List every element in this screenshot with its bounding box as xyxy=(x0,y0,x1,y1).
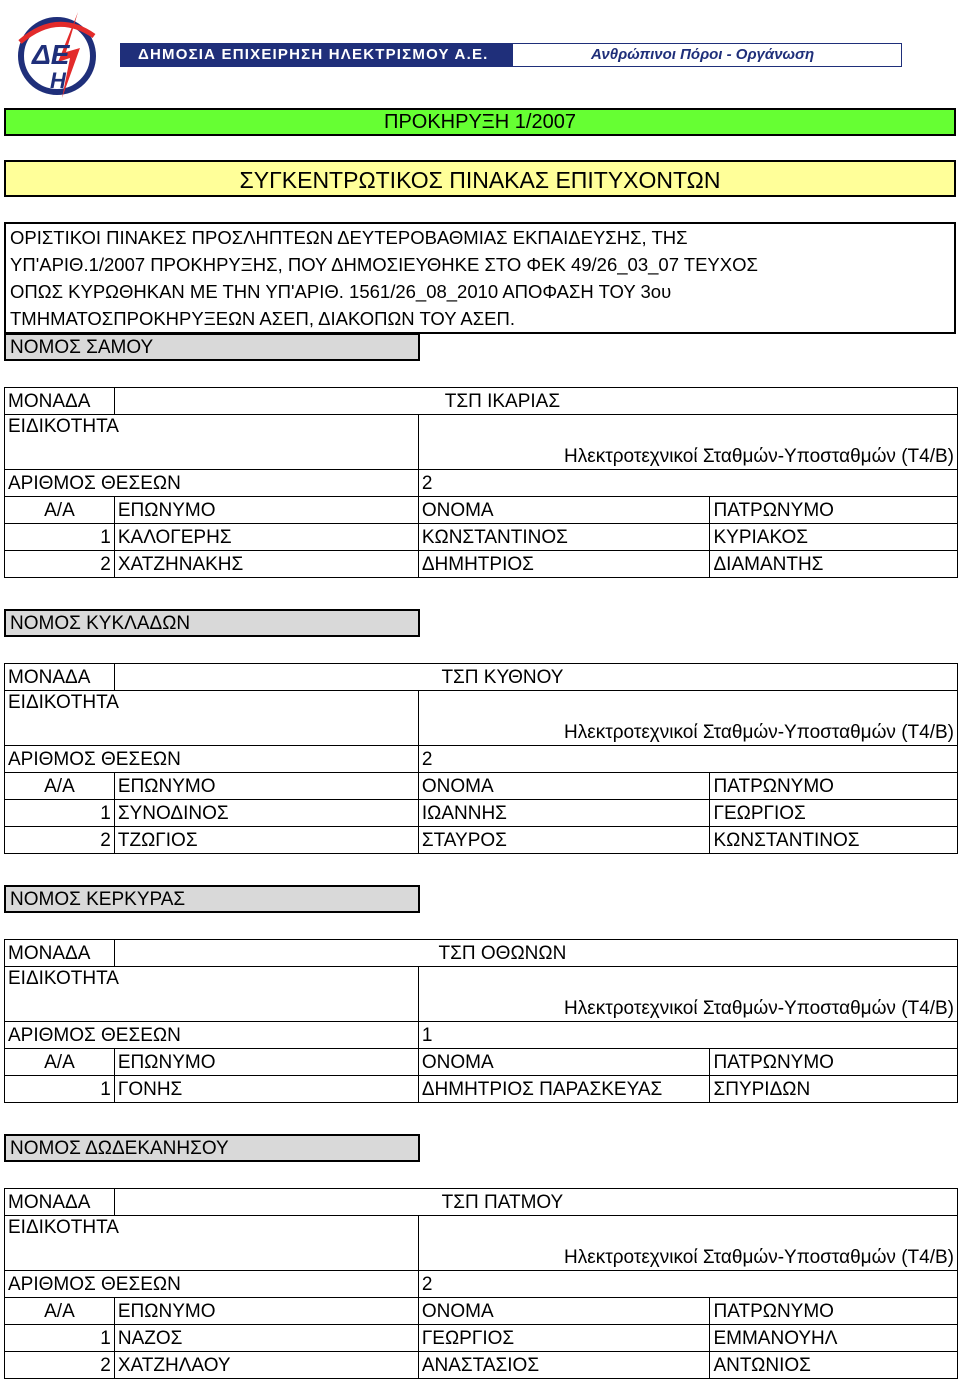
father-header: ΠΑΤΡΩΝΥΜΟ xyxy=(710,497,958,524)
surname-cell: ΝΑΖΟΣ xyxy=(114,1325,418,1352)
positions-value: 2 xyxy=(418,470,957,497)
column-header-row xyxy=(5,773,958,800)
aa-cell: 1 xyxy=(5,1076,115,1103)
table-row xyxy=(5,1076,958,1103)
intro-line: ΥΠ'ΑΡΙΘ.1/2007 ΠΡΟΚΗΡΥΞΗΣ, ΠΟΥ ΔΗΜΟΣΙΕΥΘΗΚΕ ΣΤΟ ΦΕΚ 49/26_03_07 ΤΕΥΧΟΣ xyxy=(10,254,758,275)
specialty-row xyxy=(5,415,958,470)
specialty-value: Ηλεκτροτεχνικοί Σταθμών-Υποσταθμών (Τ4/Β) xyxy=(418,691,957,746)
positions-row xyxy=(5,1271,958,1298)
unit-row xyxy=(5,940,958,967)
name-cell: ΣΤΑΥΡΟΣ xyxy=(418,827,710,854)
specialty-value: Ηλεκτροτεχνικοί Σταθμών-Υποσταθμών (Τ4/Β) xyxy=(418,415,957,470)
table-row xyxy=(5,524,958,551)
unit-row xyxy=(5,388,958,415)
prefecture-label: ΝΟΜΟΣ ΚΥΚΛΑΔΩΝ xyxy=(4,609,420,637)
unit-label: ΜΟΝΑΔΑ xyxy=(5,388,115,415)
positions-label: ΑΡΙΘΜΟΣ ΘΕΣΕΩΝ xyxy=(5,1271,419,1298)
surname-cell: ΚΑΛΟΓΕΡΗΣ xyxy=(114,524,418,551)
surname-cell: ΓΟΝΗΣ xyxy=(114,1076,418,1103)
table-row xyxy=(5,1352,958,1379)
results-table xyxy=(4,939,958,1103)
positions-label: ΑΡΙΘΜΟΣ ΘΕΣΕΩΝ xyxy=(5,1022,419,1049)
department-banner: Ανθρώπινοι Πόροι - Οργάνωση xyxy=(512,43,902,67)
specialty-row xyxy=(5,967,958,1022)
father-cell: ΚΥΡΙΑΚΟΣ xyxy=(710,524,958,551)
table-row xyxy=(5,827,958,854)
surname-header: ΕΠΩΝΥΜΟ xyxy=(114,1049,418,1076)
surname-cell: ΤΖΩΓΙΟΣ xyxy=(114,827,418,854)
name-cell: ΚΩΝΣΤΑΝΤΙΝΟΣ xyxy=(418,524,710,551)
column-header-row xyxy=(5,497,958,524)
positions-label: ΑΡΙΘΜΟΣ ΘΕΣΕΩΝ xyxy=(5,746,419,773)
intro-text xyxy=(4,222,956,334)
aa-header: Α/Α xyxy=(5,1298,115,1325)
table-row xyxy=(5,1325,958,1352)
document-title: ΣΥΓΚΕΝΤΡΩΤΙΚΟΣ ΠΙΝΑΚΑΣ ΕΠΙΤΥΧΟΝΤΩΝ xyxy=(4,160,956,197)
company-banner: ΔΗΜΟΣΙΑ ΕΠΙΧΕΙΡΗΣΗ ΗΛΕΚΤΡΙΣΜΟΥ Α.Ε. xyxy=(120,43,512,67)
specialty-row xyxy=(5,1216,958,1271)
prefecture-label: ΝΟΜΟΣ ΚΕΡΚΥΡΑΣ xyxy=(4,885,420,913)
father-cell: ΕΜΜΑΝΟΥΗΛ xyxy=(710,1325,958,1352)
aa-header: Α/Α xyxy=(5,1049,115,1076)
name-cell: ΓΕΩΡΓΙΟΣ xyxy=(418,1325,710,1352)
results-table xyxy=(4,1188,958,1379)
name-header: ΟΝΟΜΑ xyxy=(418,773,710,800)
name-header: ΟΝΟΜΑ xyxy=(418,1049,710,1076)
aa-header: Α/Α xyxy=(5,497,115,524)
results-table xyxy=(4,663,958,854)
positions-label: ΑΡΙΘΜΟΣ ΘΕΣΕΩΝ xyxy=(5,470,419,497)
positions-row xyxy=(5,470,958,497)
unit-value: ΤΣΠ ΠΑΤΜΟΥ xyxy=(114,1189,957,1216)
unit-row xyxy=(5,664,958,691)
positions-row xyxy=(5,1022,958,1049)
table-row xyxy=(5,800,958,827)
svg-text:ΔΕ: ΔΕ xyxy=(32,39,70,70)
father-cell: ΓΕΩΡΓΙΟΣ xyxy=(710,800,958,827)
unit-label: ΜΟΝΑΔΑ xyxy=(5,940,115,967)
aa-cell: 1 xyxy=(5,800,115,827)
specialty-label: ΕΙΔΙΚΟΤΗΤΑ xyxy=(5,415,419,470)
father-cell: ΣΠΥΡΙΔΩΝ xyxy=(710,1076,958,1103)
name-cell: ΔΗΜΗΤΡΙΟΣ xyxy=(418,551,710,578)
unit-value: ΤΣΠ ΟΘΩΝΩΝ xyxy=(114,940,957,967)
specialty-row xyxy=(5,691,958,746)
aa-cell: 1 xyxy=(5,1325,115,1352)
unit-value: ΤΣΠ ΙΚΑΡΙΑΣ xyxy=(114,388,957,415)
column-header-row xyxy=(5,1298,958,1325)
name-cell: ΙΩΑΝΝΗΣ xyxy=(418,800,710,827)
positions-row xyxy=(5,746,958,773)
name-header: ΟΝΟΜΑ xyxy=(418,1298,710,1325)
father-cell: ΑΝΤΩΝΙΟΣ xyxy=(710,1352,958,1379)
specialty-label: ΕΙΔΙΚΟΤΗΤΑ xyxy=(5,967,419,1022)
aa-header: Α/Α xyxy=(5,773,115,800)
name-cell: ΔΗΜΗΤΡΙΟΣ ΠΑΡΑΣΚΕΥΑΣ xyxy=(418,1076,710,1103)
father-header: ΠΑΤΡΩΝΥΜΟ xyxy=(710,1298,958,1325)
unit-label: ΜΟΝΑΔΑ xyxy=(5,1189,115,1216)
aa-cell: 2 xyxy=(5,551,115,578)
intro-line: ΤΜΗΜΑΤΟΣΠΡΟΚΗΡΥΞΕΩΝ ΑΣΕΠ, ΔΙΑΚΟΠΩΝ ΤΟΥ ΑΣΕΠ. xyxy=(10,308,515,329)
specialty-value: Ηλεκτροτεχνικοί Σταθμών-Υποσταθμών (Τ4/Β) xyxy=(418,967,957,1022)
name-cell: ΑΝΑΣΤΑΣΙΟΣ xyxy=(418,1352,710,1379)
aa-cell: 2 xyxy=(5,1352,115,1379)
father-header: ΠΑΤΡΩΝΥΜΟ xyxy=(710,1049,958,1076)
surname-cell: ΣΥΝΟΔΙΝΟΣ xyxy=(114,800,418,827)
surname-header: ΕΠΩΝΥΜΟ xyxy=(114,497,418,524)
positions-value: 2 xyxy=(418,1271,957,1298)
father-cell: ΚΩΝΣΤΑΝΤΙΝΟΣ xyxy=(710,827,958,854)
specialty-value: Ηλεκτροτεχνικοί Σταθμών-Υποσταθμών (Τ4/Β) xyxy=(418,1216,957,1271)
dei-logo xyxy=(14,6,100,102)
intro-line: ΟΠΩΣ ΚΥΡΩΘΗΚΑΝ ΜΕ ΤΗΝ ΥΠ'ΑΡΙΘ. 1561/26_08_2010 ΑΠΟΦΑΣΗ ΤΟΥ 3ου xyxy=(10,281,672,302)
father-header: ΠΑΤΡΩΝΥΜΟ xyxy=(710,773,958,800)
specialty-label: ΕΙΔΙΚΟΤΗΤΑ xyxy=(5,691,419,746)
prefecture-label: ΝΟΜΟΣ ΔΩΔΕΚΑΝΗΣΟΥ xyxy=(4,1134,420,1162)
name-header: ΟΝΟΜΑ xyxy=(418,497,710,524)
surname-cell: ΧΑΤΖΗΛΑΟΥ xyxy=(114,1352,418,1379)
surname-header: ΕΠΩΝΥΜΟ xyxy=(114,773,418,800)
positions-value: 2 xyxy=(418,746,957,773)
surname-cell: ΧΑΤΖΗΝΑΚΗΣ xyxy=(114,551,418,578)
aa-cell: 1 xyxy=(5,524,115,551)
prefecture-label: ΝΟΜΟΣ ΣΑΜΟΥ xyxy=(4,333,420,361)
intro-line: ΟΡΙΣΤΙΚΟΙ ΠΙΝΑΚΕΣ ΠΡΟΣΛΗΠΤΕΩΝ ΔΕΥΤΕΡΟΒΑΘΜΙΑΣ ΕΚΠΑΙΔΕΥΣΗΣ, ΤΗΣ xyxy=(10,227,688,248)
surname-header: ΕΠΩΝΥΜΟ xyxy=(114,1298,418,1325)
svg-text:Η: Η xyxy=(50,68,66,93)
page-header xyxy=(0,0,960,105)
father-cell: ΔΙΑΜΑΝΤΗΣ xyxy=(710,551,958,578)
column-header-row xyxy=(5,1049,958,1076)
unit-row xyxy=(5,1189,958,1216)
positions-value: 1 xyxy=(418,1022,957,1049)
specialty-label: ΕΙΔΙΚΟΤΗΤΑ xyxy=(5,1216,419,1271)
unit-value: ΤΣΠ ΚΥΘΝΟΥ xyxy=(114,664,957,691)
aa-cell: 2 xyxy=(5,827,115,854)
results-table xyxy=(4,387,958,578)
unit-label: ΜΟΝΑΔΑ xyxy=(5,664,115,691)
announcement-title: ΠΡΟΚΗΡΥΞΗ 1/2007 xyxy=(4,108,956,136)
table-row xyxy=(5,551,958,578)
